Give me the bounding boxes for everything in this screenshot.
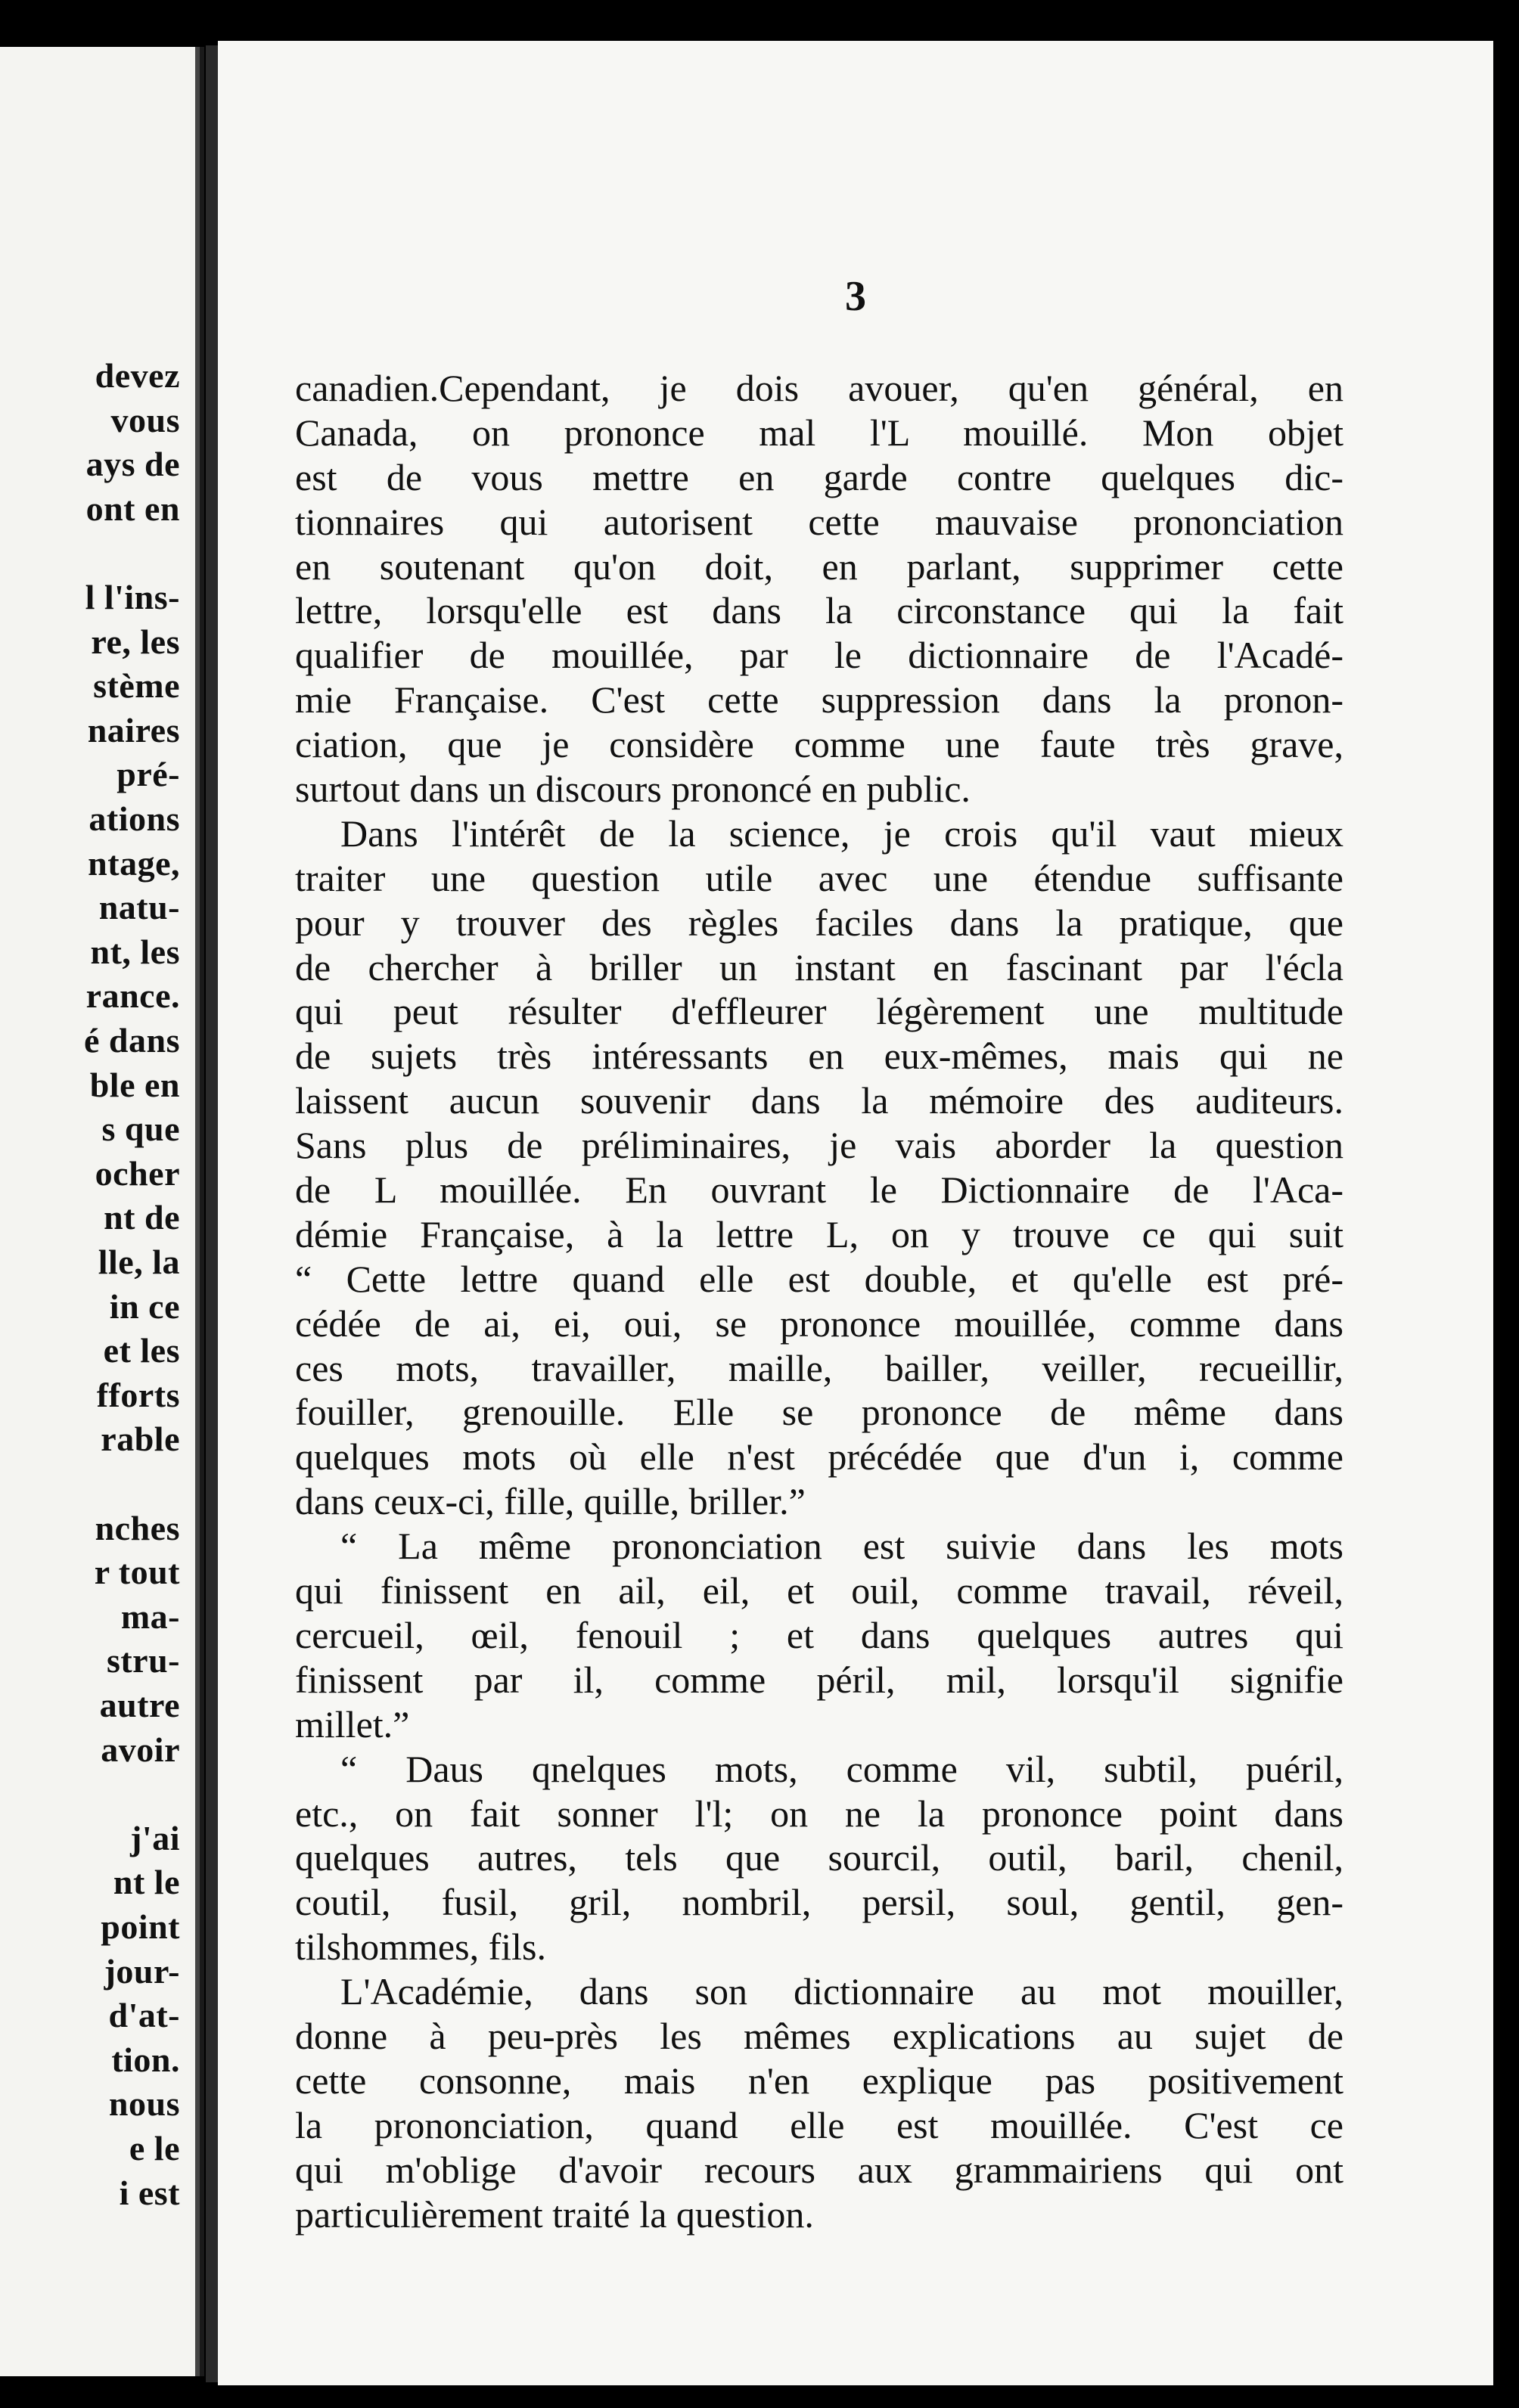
left-page-edge	[195, 47, 200, 2376]
text-line: qui peut résulter d'effleurer légèrement une multitude	[295, 990, 1343, 1033]
left-page-line: i est	[119, 2173, 180, 2212]
left-page-line: r tout	[94, 1553, 180, 1592]
left-page-line: j'ai	[130, 1818, 180, 1857]
text-line: canadien.Cependant, je dois avouer, qu'en général, en	[295, 367, 1343, 409]
text-line: ces mots, travailler, maille, bailler, veiller, recueillir,	[295, 1346, 1343, 1389]
left-page-line: nous	[108, 2084, 180, 2124]
text-line: qui m'oblige d'avoir recours aux grammairiens qui ont	[295, 2148, 1343, 2191]
text-line: “ La même prononciation est suivie dans les mots	[340, 1525, 1343, 1568]
left-page-line: e le	[129, 2129, 180, 2168]
left-page-line: jour-	[104, 1951, 180, 1991]
left-page-line: naires	[87, 710, 180, 749]
left-page-line: ont en	[85, 489, 180, 528]
left-page-line: re, les	[91, 622, 180, 661]
text-line: démie Française, à la lettre L, on y trouve ce qui suit	[295, 1212, 1343, 1255]
text-line: qualifier de mouillée, par le dictionnaire de l'Acadé-	[295, 634, 1343, 677]
left-page-line: natu-	[98, 888, 180, 927]
page-number: 3	[845, 273, 866, 320]
text-line: cercueil, œil, fenouil ; et dans quelques autres qui	[295, 1613, 1343, 1656]
text-line: millet.”	[295, 1702, 410, 1745]
book-gutter	[206, 45, 218, 2382]
left-page-line: é dans	[84, 1021, 180, 1060]
text-line: laissent aucun souvenir dans la mémoire des auditeurs.	[295, 1079, 1343, 1122]
left-page-line: ntage,	[88, 843, 180, 883]
text-line: quelques mots où elle n'est précédée que d'un i, comme	[295, 1435, 1343, 1479]
text-line: dans ceux-ci, fille, quille, briller.”	[295, 1480, 806, 1523]
left-page-line: ations	[89, 799, 180, 838]
text-line: particulièrement traité la question.	[295, 2192, 814, 2236]
text-line: donne à peu-près les mêmes explications au sujet de	[295, 2014, 1343, 2057]
left-page-line: ble en	[89, 1065, 180, 1104]
left-page-line: ays de	[85, 445, 180, 484]
text-line: est de vous mettre en garde contre quelques dic-	[295, 455, 1343, 498]
text-line: la prononciation, quand elle est mouillée. C'est ce	[295, 2103, 1343, 2146]
left-page-line: lle, la	[98, 1243, 180, 1281]
left-page-line: in ce	[109, 1286, 180, 1326]
left-page-line: stème	[93, 666, 180, 706]
left-page-line: stru-	[106, 1641, 180, 1680]
left-page-fragment	[0, 47, 204, 2376]
left-page-line: vous	[110, 400, 180, 439]
text-line: L'Académie, dans son dictionnaire au mot mouiller,	[340, 1970, 1343, 2013]
text-line: mie Française. C'est cette suppression dans la pronon-	[295, 678, 1343, 721]
left-page-line: point	[101, 1907, 180, 1946]
text-line: qui finissent en ail, eil, et ouil, comme travail, réveil,	[295, 1569, 1343, 1612]
text-line: fouiller, grenouille. Elle se prononce de même dans	[295, 1391, 1343, 1434]
text-line: etc., on fait sonner l'l; on ne la prononce point dans	[295, 1792, 1343, 1835]
left-page-line: ocher	[95, 1153, 180, 1193]
left-page-line: ma-	[120, 1597, 180, 1636]
text-line: cédée de ai, ei, oui, se prononce mouillée, comme dans	[295, 1302, 1343, 1345]
text-line: cette consonne, mais n'en explique pas positivement	[295, 2059, 1343, 2102]
text-line: finissent par il, comme péril, mil, lorsqu'il signifie	[295, 1658, 1343, 1701]
left-page-line: s que	[101, 1109, 180, 1149]
text-line: en soutenant qu'on doit, en parlant, supprimer cette	[295, 545, 1343, 588]
text-line: tilshommes, fils.	[295, 1925, 546, 1969]
text-line: ciation, que je considère comme une faute très grave,	[295, 723, 1343, 766]
text-line: “ Cette lettre quand elle est double, et qu'elle est pré-	[295, 1257, 1343, 1300]
text-line: lettre, lorsqu'elle est dans la circonstance qui la fait	[295, 589, 1343, 632]
text-line: quelques autres, tels que sourcil, outil, baril, chenil,	[295, 1836, 1343, 1879]
text-line: de L mouillée. En ouvrant le Dictionnaire de l'Aca-	[295, 1168, 1343, 1212]
left-page-line: d'at-	[108, 1996, 180, 2035]
left-page-line: nt, les	[90, 932, 180, 971]
text-line: pour y trouver des règles faciles dans la pratique, que	[295, 901, 1343, 944]
text-line: surtout dans un discours prononcé en public.	[295, 768, 971, 811]
main-page	[218, 41, 1493, 2385]
text-line: Sans plus de préliminaires, je vais aborder la question	[295, 1124, 1343, 1167]
left-page-line: rance.	[85, 976, 180, 1016]
left-page-line: pré-	[116, 755, 180, 794]
left-page-line: rable	[101, 1420, 180, 1459]
text-line: “ Daus qnelques mots, comme vil, subtil, puéril,	[340, 1747, 1343, 1790]
left-page-line: nches	[95, 1508, 180, 1547]
body-text	[295, 366, 1343, 2236]
left-page-line: l l'ins-	[85, 578, 180, 616]
left-page-line: fforts	[96, 1375, 180, 1414]
left-page-line: nt le	[113, 1863, 180, 1902]
text-line: Dans l'intérêt de la science, je crois qu'il vaut mieux	[340, 811, 1343, 855]
left-page-line: avoir	[101, 1730, 180, 1769]
text-line: Canada, on prononce mal l'L mouillé. Mon objet	[295, 411, 1343, 454]
text-line: tionnaires qui autorisent cette mauvaise prononciation	[295, 500, 1343, 543]
text-line: de chercher à briller un instant en fascinant par l'écla	[295, 945, 1343, 988]
text-line: traiter une question utile avec une étendue suffisante	[295, 856, 1343, 899]
text-line: de sujets très intéressants en eux-mêmes, mais qui ne	[295, 1035, 1343, 1078]
left-page-line: tion.	[111, 2040, 180, 2079]
text-line: coutil, fusil, gril, nombril, persil, soul, gentil, gen-	[295, 1881, 1343, 1924]
left-page-line: autre	[99, 1686, 180, 1724]
left-page-line: nt de	[104, 1198, 180, 1237]
left-page-line: devez	[95, 356, 180, 395]
left-page-line: et les	[103, 1331, 180, 1370]
